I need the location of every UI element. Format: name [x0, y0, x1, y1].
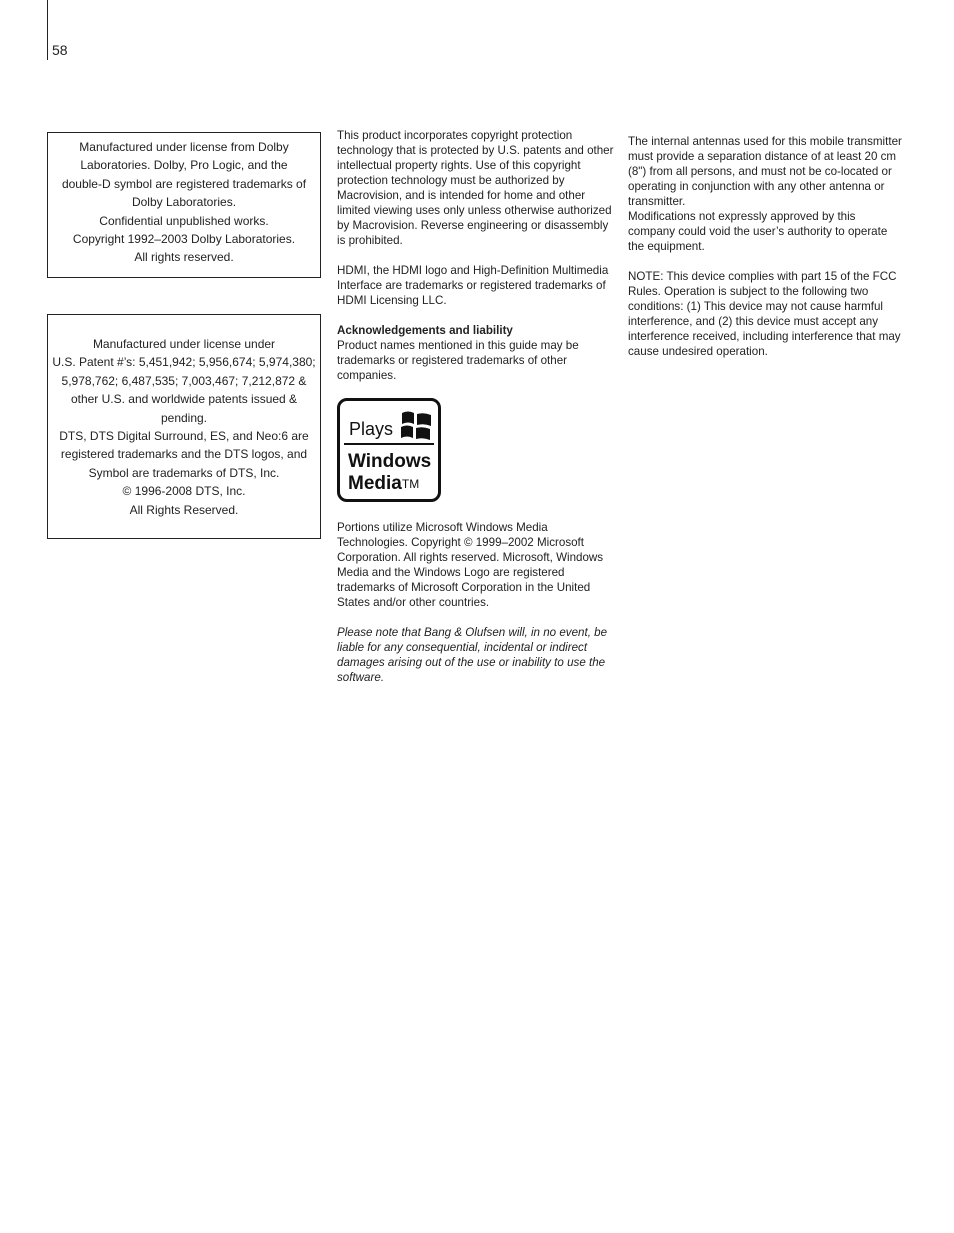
logo-plays-text: Plays [349, 419, 394, 439]
modifications-notice: Modifications not expressly approved by this company could void the user’s authority to operate the equipment. [628, 210, 888, 253]
dts-line: registered trademarks and the DTS logos, and [60, 447, 308, 462]
dts-line: Manufactured under license under [92, 337, 276, 351]
logo-windows-text: Windows [348, 451, 432, 472]
dts-line: DTS, DTS Digital Surround, ES, and Neo:6 are [59, 429, 309, 444]
dts-line: U.S. Patent #’s: 5,451,942; 5,956,674; 5,974,380; [52, 355, 316, 370]
liability-disclaimer: Please note that Bang & Olufsen will, in no event, be liable for any consequential, incidental or indirect damages arising out of the use or inability to use the software. [337, 626, 608, 684]
microsoft-notice: Portions utilize Microsoft Windows Media Technologies. Copyright © 1999–2002 Microsoft Corporation. All rights reserved. Microsoft, Windows Media and the Windows Logo are registered trademarks of Microsoft Corporation in the United States and/or other countries. [337, 521, 604, 609]
acknowledgements-text: Product names mentioned in this guide may be trademarks or registered trademarks of other companies. [337, 339, 579, 382]
right-column [628, 134, 902, 374]
middle-column [337, 128, 617, 700]
dolby-line: double-D symbol are registered trademarks of [61, 176, 307, 191]
macrovision-notice: This product incorporates copyright protection technology that is protected by U.S. patents and other intellectual property rights. Use of this copyright protection technology must be authorized by Macrovision, and is intended for home and other limited viewing uses only unless otherwise authorized by Macrovision. Reverse engineering or disassembly is prohibited. [337, 129, 614, 247]
dolby-line: All rights reserved. [134, 250, 234, 265]
plays-windows-media-logo [337, 398, 441, 502]
dts-line: 5,978,762; 6,487,535; 7,003,467; 7,212,872 & [61, 373, 307, 388]
dts-line: pending. [160, 410, 208, 425]
fcc-notice: NOTE: This device complies with part 15 of the FCC Rules. Operation is subject to the following two conditions: (1) This device may not cause harmful interference, and (2) this device must accept any interference received, including interference that may cause undesired operation. [628, 270, 901, 358]
logo-trademark: TM [401, 477, 420, 491]
hdmi-notice: HDMI, the HDMI logo and High-Definition Multimedia Interface are trademarks or registered trademarks of HDMI Licensing LLC. [337, 264, 609, 307]
dts-line: All Rights Reserved. [129, 502, 239, 517]
logo-divider [344, 443, 434, 445]
dts-license-box [47, 314, 321, 539]
dolby-line: Confidential unpublished works. [99, 213, 269, 228]
dolby-line: Manufactured under license from Dolby [79, 140, 289, 154]
dolby-line: Dolby Laboratories. [131, 195, 237, 210]
dolby-line: Laboratories. Dolby, Pro Logic, and the [80, 158, 288, 173]
dts-line: other U.S. and worldwide patents issued & [70, 392, 298, 407]
logo-media-text [348, 473, 419, 495]
dts-line: © 1996-2008 DTS, Inc. [122, 484, 246, 499]
logo-media-word: Media [348, 473, 402, 494]
acknowledgements-heading: Acknowledgements and liability [337, 324, 513, 337]
page-number: 58 [52, 42, 68, 58]
dolby-license-box [47, 132, 321, 278]
dolby-line: Copyright 1992–2003 Dolby Laboratories. [72, 232, 296, 247]
antenna-notice: The internal antennas used for this mobile transmitter must provide a separation distance of at least 20 cm (8") from all persons, and must not be co-located or operating in conjunction with any other antenna or transmitter. [628, 135, 902, 208]
dts-line: Symbol are trademarks of DTS, Inc. [88, 465, 280, 480]
margin-rule [47, 0, 48, 60]
windows-flag-icon [399, 410, 433, 442]
